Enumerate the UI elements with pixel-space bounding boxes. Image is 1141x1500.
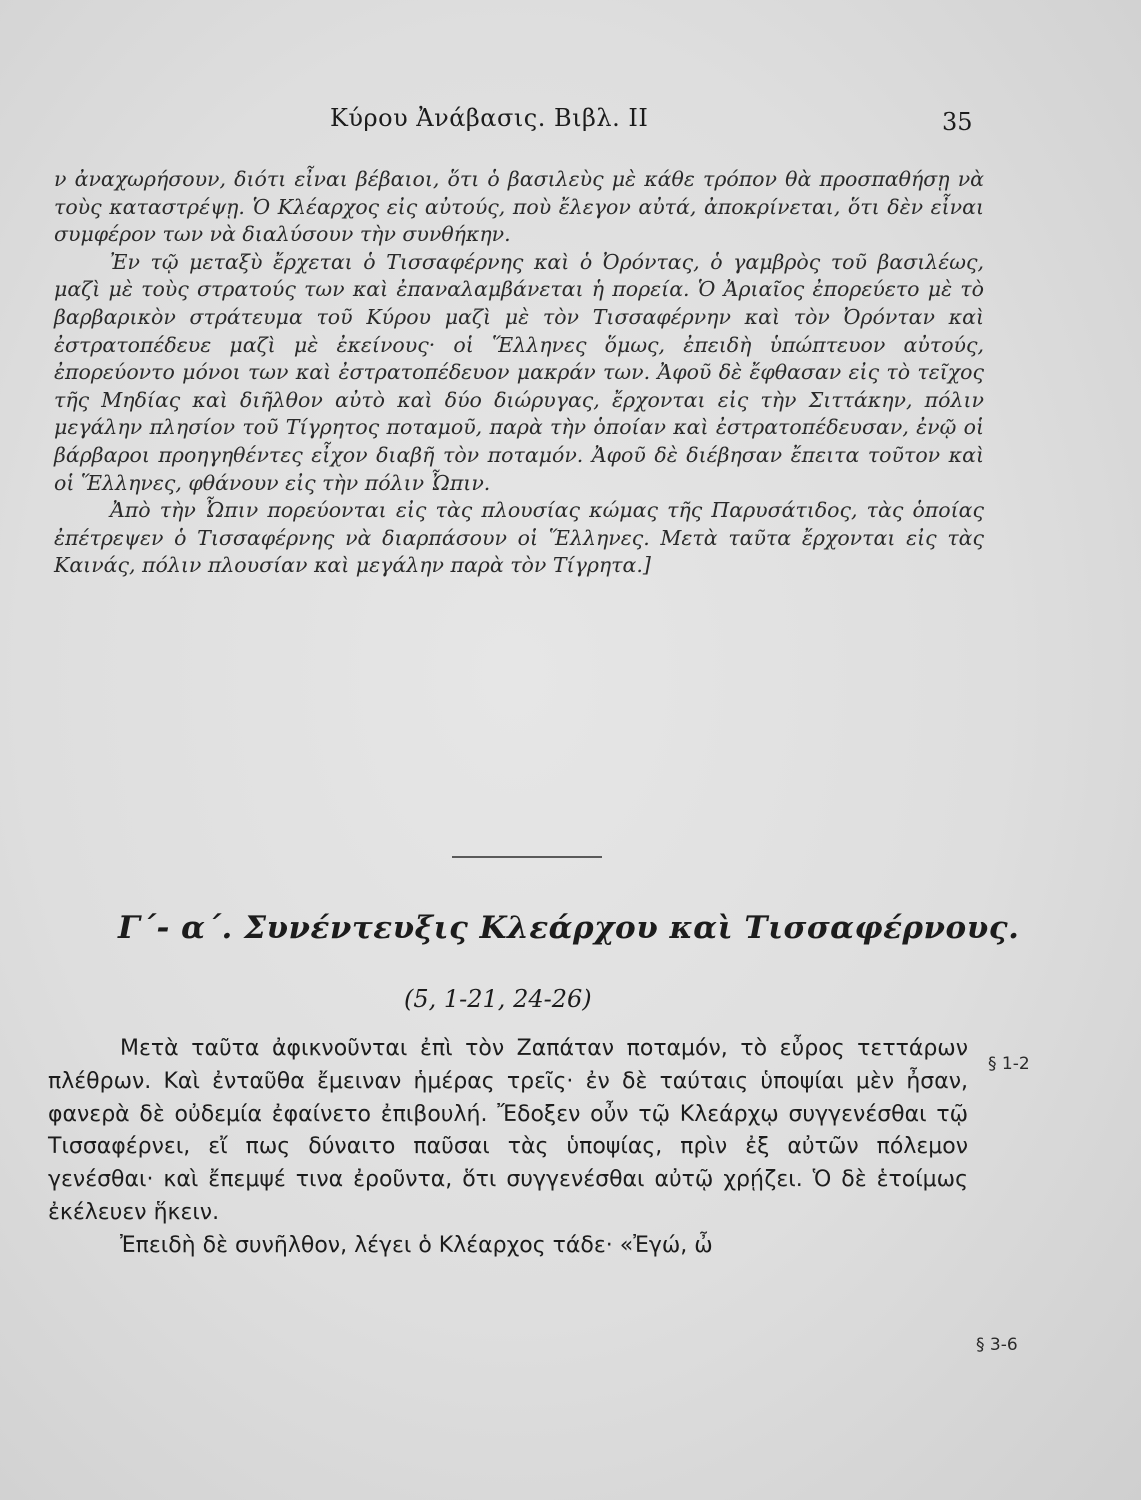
main-paragraph: Ἐπειδὴ δὲ συνῆλθον, λέγει ὁ Κλέαρχος τάδε· «Ἐγώ, ὦ: [120, 1232, 713, 1258]
summary-paragraph: Ἀπὸ τὴν Ὦπιν πορεύονται εἰς τὰς πλουσίας κώμας τῆς Παρυσάτιδος, τὰς ὁποίας ἐπέτρεψεν ὁ Τισσαφέρνης νὰ διαρπάσουν οἱ Ἕλληνες. Μετὰ ταῦτα ἔρχονται εἰς τὰς Καινάς, πόλιν πλουσίαν καὶ μεγάλην παρὰ τὸν Τίγρητα.]: [54, 498, 984, 578]
running-title: Κύρου Ἀνάβασις. Βιβλ. II: [330, 104, 649, 132]
page-header: [0, 104, 1141, 144]
section-title: Γ΄- α΄. Συνέντευξις Κλεάρχου καὶ Τισσαφέρνους.: [118, 910, 1020, 946]
summary-block: [54, 166, 984, 580]
margin-reference: § 3-6: [976, 1335, 1018, 1355]
main-paragraph: Μετὰ ταῦτα ἀφικνοῦνται ἐπὶ τὸν Ζαπάταν ποταμόν, τὸ εὖρος τεττάρων πλέθρων. Καὶ ἐνταῦθα ἔμειναν ἡμέρας τρεῖς· ἐν δὲ ταύταις ὑποψίαι μὲν ἦσαν, φανερὰ δὲ οὐδεμία ἐφαίνετο ἐπιβουλή. Ἔδοξεν οὖν τῷ Κλεάρχῳ συγγενέσθαι τῷ Τισσαφέρνει, εἴ πως δύναιτο παῦσαι τὰς ὑποψίας, πρὶν ἐξ αὐτῶν πόλεμον γενέσθαι· καὶ ἔπεμψέ τινα ἐροῦντα, ὅτι συγγενέσθαι αὐτῷ χρῄζει. Ὁ δὲ ἑτοίμως ἐκέλευεν ἥκειν.: [48, 1036, 968, 1225]
section-divider: [452, 856, 602, 858]
main-text-block: [48, 1033, 968, 1263]
summary-paragraph: ν ἀναχωρήσουν, διότι εἶναι βέβαιοι, ὅτι ὁ βασιλεὺς μὲ κάθε τρόπον θὰ προσπαθήσῃ νὰ τοὺς καταστρέψῃ. Ὁ Κλέαρχος εἰς αὐτούς, ποὺ ἔλεγον αὐτά, ἀποκρίνεται, ὅτι δὲν εἶναι συμφέρον των νὰ διαλύσουν τὴν συνθήκην.: [54, 167, 984, 247]
section-reference: (5, 1-21, 24-26): [404, 985, 592, 1013]
margin-reference: § 1-2: [988, 1054, 1030, 1074]
page-number: 35: [942, 108, 973, 136]
summary-paragraph: Ἐν τῷ μεταξὺ ἔρχεται ὁ Τισσαφέρνης καὶ ὁ Ὀρόντας, ὁ γαμβρὸς τοῦ βασιλέως, μαζὶ μὲ τοὺς στρατούς των καὶ ἐπαναλαμβάνεται ἡ πορεία. Ὁ Ἀριαῖος ἐπορεύετο μὲ τὸ βαρβαρικὸν στράτευμα τοῦ Κύρου μαζὶ μὲ τὸν Τισσαφέρνην καὶ τὸν Ὀρόνταν καὶ ἐστρατοπέδευε μαζὶ μὲ ἐκείνους· οἱ Ἕλληνες ὅμως, ἐπειδὴ ὑπώπτευον αὐτούς, ἐπορεύοντο μόνοι των καὶ ἐστρατοπέδευον μακράν των. Ἀφοῦ δὲ ἔφθασαν εἰς τὸ τεῖχος τῆς Μηδίας καὶ διῆλθον αὐτὸ καὶ δύο διώρυγας, ἔρχονται εἰς τὴν Σιττάκην, πόλιν μεγάλην πλησίον τοῦ Τίγρητος ποταμοῦ, παρὰ τὴν ὁποίαν καὶ ἐστρατοπέδευσαν, ἐνῷ οἱ βάρβαροι προηγηθέντες εἶχον διαβῆ τὸν ποταμόν. Ἀφοῦ δὲ διέβησαν ἔπειτα τοῦτον καὶ οἱ Ἕλληνες, φθάνουν εἰς τὴν πόλιν Ὦπιν.: [54, 249, 984, 495]
